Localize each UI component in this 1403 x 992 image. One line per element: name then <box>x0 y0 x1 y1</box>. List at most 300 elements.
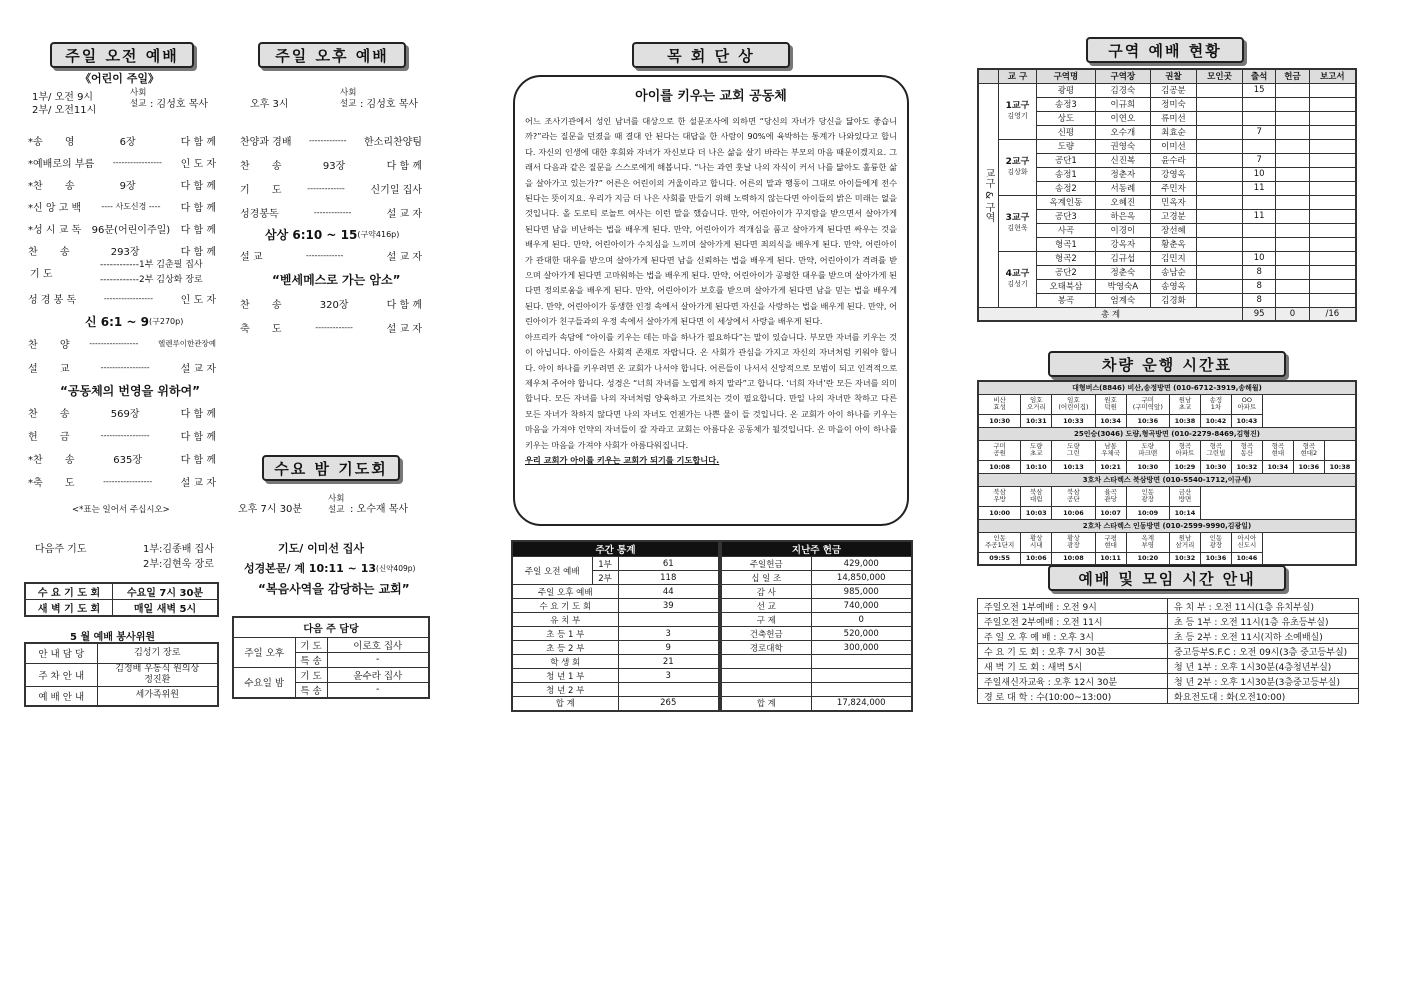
bus-stop: 인동 광장 <box>1200 532 1231 552</box>
bus-stop: 형곡 현대2 <box>1293 440 1324 460</box>
district-cell <box>1196 153 1242 167</box>
offering-label: 건축헌금 <box>721 627 811 641</box>
order-item-middle: ----------------- <box>100 363 150 372</box>
wednesday-scripture-page: (신약409p) <box>376 563 416 573</box>
order-row <box>28 221 216 236</box>
order-item-middle: 93장 <box>322 161 346 172</box>
bus-stop: 형곡 현대 <box>1262 440 1293 460</box>
wednesday-time: 오후 7시 30분 <box>238 504 303 515</box>
worship-time-left: 수 요 기 도 회 : 오후 7시 30분 <box>978 644 1168 659</box>
duty-group: 수요일 밤 <box>233 667 295 698</box>
stats-value: 39 <box>618 599 719 613</box>
reading-label: 성 경 봉 독 <box>28 295 77 306</box>
bus-time: 10:43 <box>1231 414 1262 427</box>
bus-time: 10:32 <box>1169 552 1200 565</box>
bus-stop: 임호 오거리 <box>1021 394 1052 414</box>
district-cell: 오태북삼 <box>1037 279 1096 293</box>
bus-stop: 구평 현대 <box>1095 532 1126 552</box>
bus-time: 10:14 <box>1169 506 1200 519</box>
district-cell <box>1309 223 1356 237</box>
essay-title: 아이를 키우는 교회 공동체 <box>635 89 787 104</box>
next-duty-title: 다음 주 담당 <box>233 617 429 637</box>
order-item-right: 다 함 께 <box>180 409 216 420</box>
district-cell <box>1309 97 1356 111</box>
district-cell: 8 <box>1243 279 1276 293</box>
duty-role: 특 송 <box>295 652 327 667</box>
bus-time: 10:36 <box>1200 552 1231 565</box>
district-cell <box>1309 153 1356 167</box>
bus-time <box>1231 506 1262 519</box>
district-cell: 엄계숙 <box>1095 293 1150 307</box>
worship-times-title: 예배 및 모임 시간 안내 <box>1048 565 1286 591</box>
order-row <box>28 155 216 170</box>
order-item-right: 설 교 자 <box>180 364 216 375</box>
order-item-middle: ----------------- <box>112 158 162 167</box>
district-cell: 상도 <box>1037 111 1096 125</box>
order-item-right: 한소리찬양팀 <box>364 137 422 148</box>
district-cell <box>1276 153 1309 167</box>
offering-label: 주일헌금 <box>721 557 811 571</box>
order-item-middle: 96문(어린이주일) <box>91 225 171 236</box>
bus-time: 10:36 <box>1126 414 1169 427</box>
morning-prayer-2: ------------2부 김상화 장로 <box>100 275 203 285</box>
order-item-label: 찬 송 <box>240 300 282 311</box>
district-cell <box>1276 251 1309 265</box>
district-cell <box>1309 195 1356 209</box>
district-table <box>977 68 1357 322</box>
bus-stop: 북삼 공단 <box>1052 486 1095 506</box>
next-prayer-2: 2부:김현욱 장로 <box>143 559 214 570</box>
order-row <box>240 296 422 311</box>
order-item-middle: ------------- <box>313 208 352 217</box>
bus-stop <box>1262 532 1293 552</box>
bus-stop: 금산 방면 <box>1169 486 1200 506</box>
offering-amount: 740,000 <box>811 599 912 613</box>
worship-time-left: 주일오전 2부예배 : 오전 11시 <box>978 614 1168 629</box>
morning-sermon-title: “공동체의 번영을 위하여” <box>60 384 201 398</box>
morning-reading <box>28 291 216 306</box>
afternoon-sermon-label: 설 교 <box>240 252 263 263</box>
district-side-label: 교구 & 구역 <box>978 83 999 307</box>
volunteer-role: 예 배 안 내 <box>25 686 97 706</box>
bus-stop: 아시아 신도시 <box>1231 532 1262 552</box>
order-item-right: 설 교 자 <box>386 209 422 220</box>
stats-value: 118 <box>618 571 719 585</box>
bus-stop <box>1324 532 1356 552</box>
district-cell <box>1243 237 1276 251</box>
bus-stop: 북삼 대림 <box>1021 486 1052 506</box>
bus-stop: 도량 초교 <box>1021 440 1052 460</box>
order-item-label: *축 도 <box>28 478 75 489</box>
morning-worship-title: 주일 오전 예배 <box>50 42 194 68</box>
district-header-cell: 권찰 <box>1150 69 1196 83</box>
bus-times-row <box>978 552 1356 565</box>
offering-amount: 985,000 <box>811 585 912 599</box>
district-header-cell: 모인곳 <box>1196 69 1242 83</box>
duty-role: 기 도 <box>295 667 327 682</box>
stats-value: 265 <box>618 697 719 711</box>
bus-time <box>1262 414 1293 427</box>
bus-time: 10:46 <box>1231 552 1262 565</box>
bus-time: 10:30 <box>1126 460 1169 473</box>
district-cell <box>1243 139 1276 153</box>
weekly-stats-table <box>511 540 720 712</box>
district-cell <box>1309 251 1356 265</box>
district-cell: 정춘자 <box>1095 167 1150 181</box>
bus-stop: 인동 광장 <box>1126 486 1169 506</box>
district-cell <box>1309 139 1356 153</box>
bus-time <box>1293 506 1324 519</box>
order-row <box>28 474 216 489</box>
next-prayer-1: 1부:김종배 집사 <box>143 544 214 555</box>
meeting-schedule-box <box>24 582 219 617</box>
district-cell <box>1309 181 1356 195</box>
offering-amount: 300,000 <box>811 641 912 655</box>
volunteer-row <box>25 686 218 706</box>
wednesday-prayer-title: 수요 밤 기도회 <box>262 455 400 481</box>
district-cell: 7 <box>1243 125 1276 139</box>
duty-group: 주일 오후 <box>233 637 295 667</box>
afternoon-time: 오후 3시 <box>250 99 289 110</box>
worship-time-row <box>978 644 1359 659</box>
stats-row <box>512 641 719 655</box>
offering-row <box>721 669 912 683</box>
offering-label: 구 제 <box>721 613 811 627</box>
volunteer-names: 김정배 우동식 원의상 정진환 <box>97 663 218 686</box>
bus-time: 10:32 <box>1231 460 1262 473</box>
worship-time-row <box>978 659 1359 674</box>
stats-row <box>512 627 719 641</box>
district-cell: 강영옥 <box>1150 167 1196 181</box>
stats-row <box>512 613 719 627</box>
bus-time: 10:13 <box>1052 460 1095 473</box>
stats-row <box>512 669 719 683</box>
bus-time: 10:10 <box>1021 460 1052 473</box>
order-row <box>28 133 216 148</box>
bus-route-name: 25인승(3046) 도량,형곡방면 (010-2279-8469,김형진) <box>978 427 1356 440</box>
order-item-label: 기 도 <box>240 185 282 196</box>
order-row <box>240 133 422 148</box>
district-group <box>999 83 1037 139</box>
worship-time-right: 화요전도대 : 화(오전10:00) <box>1168 689 1359 704</box>
order-row <box>28 451 216 466</box>
bus-time <box>1200 506 1231 519</box>
district-cell: 황춘옥 <box>1150 237 1196 251</box>
offering-label <box>721 655 811 669</box>
order-item-label: 설 교 <box>28 364 70 375</box>
district-cell: 8 <box>1243 293 1276 307</box>
worship-time-row <box>978 674 1359 689</box>
district-cell <box>1276 209 1309 223</box>
offering-row <box>721 683 912 697</box>
bus-stop: 송정 1차 <box>1200 394 1231 414</box>
district-cell <box>1243 195 1276 209</box>
volunteers-title: 5 월 예배 봉사위원 <box>70 632 156 643</box>
worship-time-left: 새 벽 기 도 회 : 새벽 5시 <box>978 659 1168 674</box>
bus-stop: 구미 공원 <box>978 440 1021 460</box>
bus-stop: 북삼 우방 <box>978 486 1021 506</box>
district-cell: 8 <box>1243 265 1276 279</box>
order-item-label: 찬 송 <box>240 161 282 172</box>
order-item-right: 헬렌루이한관장예 <box>158 339 216 348</box>
volunteer-role: 안 내 담 당 <box>25 643 97 663</box>
offering-amount: 429,000 <box>811 557 912 571</box>
duty-role: 특 송 <box>295 682 327 698</box>
order-item-middle: 6장 <box>119 137 136 148</box>
bus-time: 10:34 <box>1262 460 1293 473</box>
district-cell: 11 <box>1243 181 1276 195</box>
worship-time-right: 초 등 2부 : 오전 11시(지하 소예배실) <box>1168 629 1359 644</box>
wednesday-scripture <box>244 560 415 576</box>
pastor-essay-box <box>513 75 909 526</box>
bus-route-header <box>978 519 1356 532</box>
afternoon-leader-label: 사회 설교 <box>340 88 357 109</box>
district-cell: 강옥자 <box>1095 237 1150 251</box>
district-cell: 김규섭 <box>1095 251 1150 265</box>
bus-stop: 원남 초교 <box>1169 394 1200 414</box>
district-cell: 신평 <box>1037 125 1096 139</box>
bus-time: 10:08 <box>978 460 1021 473</box>
order-row <box>28 199 216 214</box>
district-title: 구역 예배 현황 <box>1086 37 1244 63</box>
stats-label: 초 등 1 부 <box>512 627 618 641</box>
bus-stop: 도량 그린 <box>1052 440 1095 460</box>
bus-stop: 율곡 관당 <box>1095 486 1126 506</box>
bus-stop: 인동 주공1단지 <box>978 532 1021 552</box>
district-cell <box>1276 83 1309 97</box>
stats-value <box>618 683 719 697</box>
bus-times-row <box>978 414 1356 427</box>
district-cell: 정춘숙 <box>1095 265 1150 279</box>
stats-label: 주일 오전 예배 <box>512 557 592 585</box>
order-row <box>28 243 216 258</box>
district-cell <box>1243 223 1276 237</box>
district-cell <box>1309 125 1356 139</box>
order-item-right: 설 교 자 <box>180 478 216 489</box>
district-cell: 송남순 <box>1150 265 1196 279</box>
stats-value <box>618 613 719 627</box>
district-cell <box>1276 125 1309 139</box>
district-cell <box>1309 265 1356 279</box>
wednesday-leader-label: 사회 설교 <box>328 494 345 515</box>
district-cell <box>1196 111 1242 125</box>
order-item-label: 축 도 <box>240 324 282 335</box>
offering-amount <box>811 683 912 697</box>
offering-row <box>721 627 912 641</box>
district-row <box>978 251 1356 265</box>
stats-row <box>512 683 719 697</box>
schedule-row <box>25 600 218 617</box>
district-header-cell: 보고서 <box>1309 69 1356 83</box>
offering-row <box>721 557 912 571</box>
bus-route-header <box>978 381 1356 394</box>
afternoon-leader: : 김성호 목사 <box>360 99 419 110</box>
district-cell: 신진복 <box>1095 153 1150 167</box>
bus-stop: OO 아파트 <box>1231 394 1262 414</box>
district-cell: 정미숙 <box>1150 97 1196 111</box>
offering-amount <box>811 655 912 669</box>
district-group-name: 1교구 <box>1005 101 1030 111</box>
stats-value: 3 <box>618 669 719 683</box>
district-cell: 송영옥 <box>1150 279 1196 293</box>
morning-leader: : 김성호 목사 <box>150 99 209 110</box>
district-cell <box>1276 293 1309 307</box>
bus-time: 10:06 <box>1052 506 1095 519</box>
order-item-middle: 9장 <box>119 181 136 192</box>
district-cell <box>1196 195 1242 209</box>
district-cell <box>1196 293 1242 307</box>
order-item-label: 성경봉독 <box>240 209 279 220</box>
stats-row <box>512 599 719 613</box>
bus-stop: 형곡 아파트 <box>1169 440 1200 460</box>
order-item-right: 다 함 께 <box>180 137 216 148</box>
duty-role: 기 도 <box>295 637 327 652</box>
order-item-right: 다 함 께 <box>180 203 216 214</box>
district-cell <box>1309 83 1356 97</box>
essay-paragraph-2: 아프리카 속담에 “아이를 키우는 데는 마을 하나가 필요하다”는 말이 있습니다. 부모만 자녀를 키우는 것이 아닙니다. 아이들은 사회적 존재로 자랍니다. 온 사회가 관심을 가지고 자신의 자녀처럼 키워야 합니다. 아이 하나를 키우려면 온 교회가 나서야 합니다. 어른들이 나서서 신앙적으로 모범이 되고 인격적으로 제우쳐 주어야 합니다. 성경은 “너희 자녀를 노엽게 하지 말라”고 합니다. ‘너희 자녀’란 모든 자녀를 의미합니다. 모든 자녀를 나의 자녀처럼 양육하고 가르치는 것이 필요합니다. 만일 나의 자녀만 착하고 다른 모든 자녀가 착하지 않다면 나의 자녀도 언젠가는 나쁜 물이 들 것입니다. 온 교회가 아이 하나를 키우는 마음을 가져야 언약의 자녀들이 잘 자라고 교회는 아름다운 공동체가 될것입니다. 온 마을이 아이 하나를 키우는 마음을 가져야 사회가 아름다워집니다. <box>525 331 897 450</box>
worship-time-right: 유 치 부 : 오전 11시(1층 유치부실) <box>1168 599 1359 614</box>
stand-note: <*표는 일어서 주십시오> <box>72 505 170 515</box>
district-cell <box>1196 83 1242 97</box>
district-cell: 공단1 <box>1037 153 1096 167</box>
offering-label: 선 교 <box>721 599 811 613</box>
district-cell <box>1196 251 1242 265</box>
bus-stop <box>1262 486 1293 506</box>
district-cell: 10 <box>1243 251 1276 265</box>
district-cell: 오수개 <box>1095 125 1150 139</box>
volunteers-table <box>24 642 219 707</box>
afternoon-worship-title: 주일 오후 예배 <box>258 42 406 68</box>
order-item-middle: ----------------- <box>100 431 150 440</box>
order-item-right: 다 함 께 <box>180 432 216 443</box>
bus-stop: 남통 우체국 <box>1095 440 1126 460</box>
offering-amount: 0 <box>811 613 912 627</box>
order-row <box>28 177 216 192</box>
afternoon-scripture-ref: 삼상 6:10 ~ 15 <box>265 228 358 242</box>
district-cell <box>1309 209 1356 223</box>
district-cell <box>1196 139 1242 153</box>
order-item-label: 헌 금 <box>28 432 70 443</box>
worship-time-row <box>978 614 1359 629</box>
order-item-label: 찬 송 <box>28 409 70 420</box>
bus-route-header <box>978 473 1356 486</box>
worship-time-right: 청 년 2부 : 오후 1시30분(3층중고등부실) <box>1168 674 1359 689</box>
stats-label: 유 치 부 <box>512 613 618 627</box>
afternoon-sermon-right: 설 교 자 <box>386 252 422 263</box>
district-group <box>999 139 1037 195</box>
district-cell: 김경숙 <box>1095 83 1150 97</box>
worship-time-right: 중고등부S.F.C : 오전 09시(3층 중고등부실) <box>1168 644 1359 659</box>
district-cell: 광평 <box>1037 83 1096 97</box>
district-cell <box>1196 279 1242 293</box>
district-cell: 송정1 <box>1037 167 1096 181</box>
schedule-key: 새 벽 기 도 회 <box>25 600 113 617</box>
bus-time <box>1293 552 1324 565</box>
district-cell <box>1276 237 1309 251</box>
bus-stop <box>1324 486 1356 506</box>
morning-time-1: 1부/ 오전 9시 <box>32 92 94 103</box>
stats-label: 주일 오후 예배 <box>512 585 618 599</box>
district-cell: 김공분 <box>1150 83 1196 97</box>
order-item-right: 다 함 께 <box>386 161 422 172</box>
stats-value: 61 <box>618 557 719 571</box>
district-cell: 공단2 <box>1037 265 1096 279</box>
bus-stop: 옥계 부영 <box>1126 532 1169 552</box>
district-total-row <box>978 307 1356 321</box>
district-group <box>999 251 1037 307</box>
bus-stop: 황상 광장 <box>1052 532 1095 552</box>
bus-stops-row <box>978 486 1356 506</box>
bus-time: 10:07 <box>1095 506 1126 519</box>
district-cell <box>1276 111 1309 125</box>
district-cell: 민옥자 <box>1150 195 1196 209</box>
bus-route-name: 3호차 스타렉스 북삼방면 (010-5540-1712,이규세) <box>978 473 1356 486</box>
bus-stop: 비산 효성 <box>978 394 1021 414</box>
bus-time: 10:03 <box>1021 506 1052 519</box>
worship-time-left: 주 일 오 후 예 배 : 오후 3시 <box>978 629 1168 644</box>
worship-times-table <box>977 598 1359 704</box>
bus-time <box>1324 552 1356 565</box>
bus-stops-row <box>978 440 1356 460</box>
offering-amount <box>811 669 912 683</box>
bus-time: 10:06 <box>1021 552 1052 565</box>
district-cell <box>1243 97 1276 111</box>
bus-time: 10:00 <box>978 506 1021 519</box>
order-row <box>28 428 216 443</box>
bus-time: 09:55 <box>978 552 1021 565</box>
order-item-middle: 293장 <box>110 247 140 258</box>
district-cell <box>1276 279 1309 293</box>
district-group-leader: 김영기 <box>1007 112 1028 120</box>
order-item-middle: ------------- <box>307 184 345 193</box>
offering-label <box>721 683 811 697</box>
offering-row <box>721 613 912 627</box>
district-header-cell: 구역장 <box>1095 69 1150 83</box>
district-cell: 봉곡 <box>1037 293 1096 307</box>
morning-scripture <box>85 313 183 330</box>
order-row <box>28 336 216 351</box>
order-item-right: 설 교 자 <box>386 324 422 335</box>
district-cell <box>1276 195 1309 209</box>
district-cell: 이미선 <box>1150 139 1196 153</box>
offering-label: 감 사 <box>721 585 811 599</box>
volunteer-names: 세가족위원 <box>97 686 218 706</box>
bus-time <box>1293 414 1324 427</box>
district-cell: 오혜진 <box>1095 195 1150 209</box>
district-group <box>999 195 1037 251</box>
order-item-label: *송 영 <box>28 137 75 148</box>
district-cell <box>1196 125 1242 139</box>
weekly-stats-title: 주간 통계 <box>512 541 719 557</box>
district-cell: 권영숙 <box>1095 139 1150 153</box>
district-cell <box>1196 265 1242 279</box>
bus-time: 10:20 <box>1126 552 1169 565</box>
bus-stop <box>1200 486 1231 506</box>
schedule-key: 수 요 기 도 회 <box>25 583 113 600</box>
district-total-label: 총 계 <box>978 307 1243 321</box>
bus-stop <box>1293 486 1324 506</box>
district-cell <box>1196 209 1242 223</box>
district-cell: 공단3 <box>1037 209 1096 223</box>
district-cell <box>1196 237 1242 251</box>
worship-time-right: 청 년 1부 : 오후 1시30분(4층청년부실) <box>1168 659 1359 674</box>
district-header-cell: 출석 <box>1243 69 1276 83</box>
children-sunday-label: 《어린이 주일》 <box>80 72 159 85</box>
morning-time-2: 2부/ 오전11시 <box>32 105 97 116</box>
worship-time-left: 주일새신자교육 : 오후 12시 30분 <box>978 674 1168 689</box>
volunteer-row <box>25 643 218 663</box>
bus-stops-row <box>978 532 1356 552</box>
